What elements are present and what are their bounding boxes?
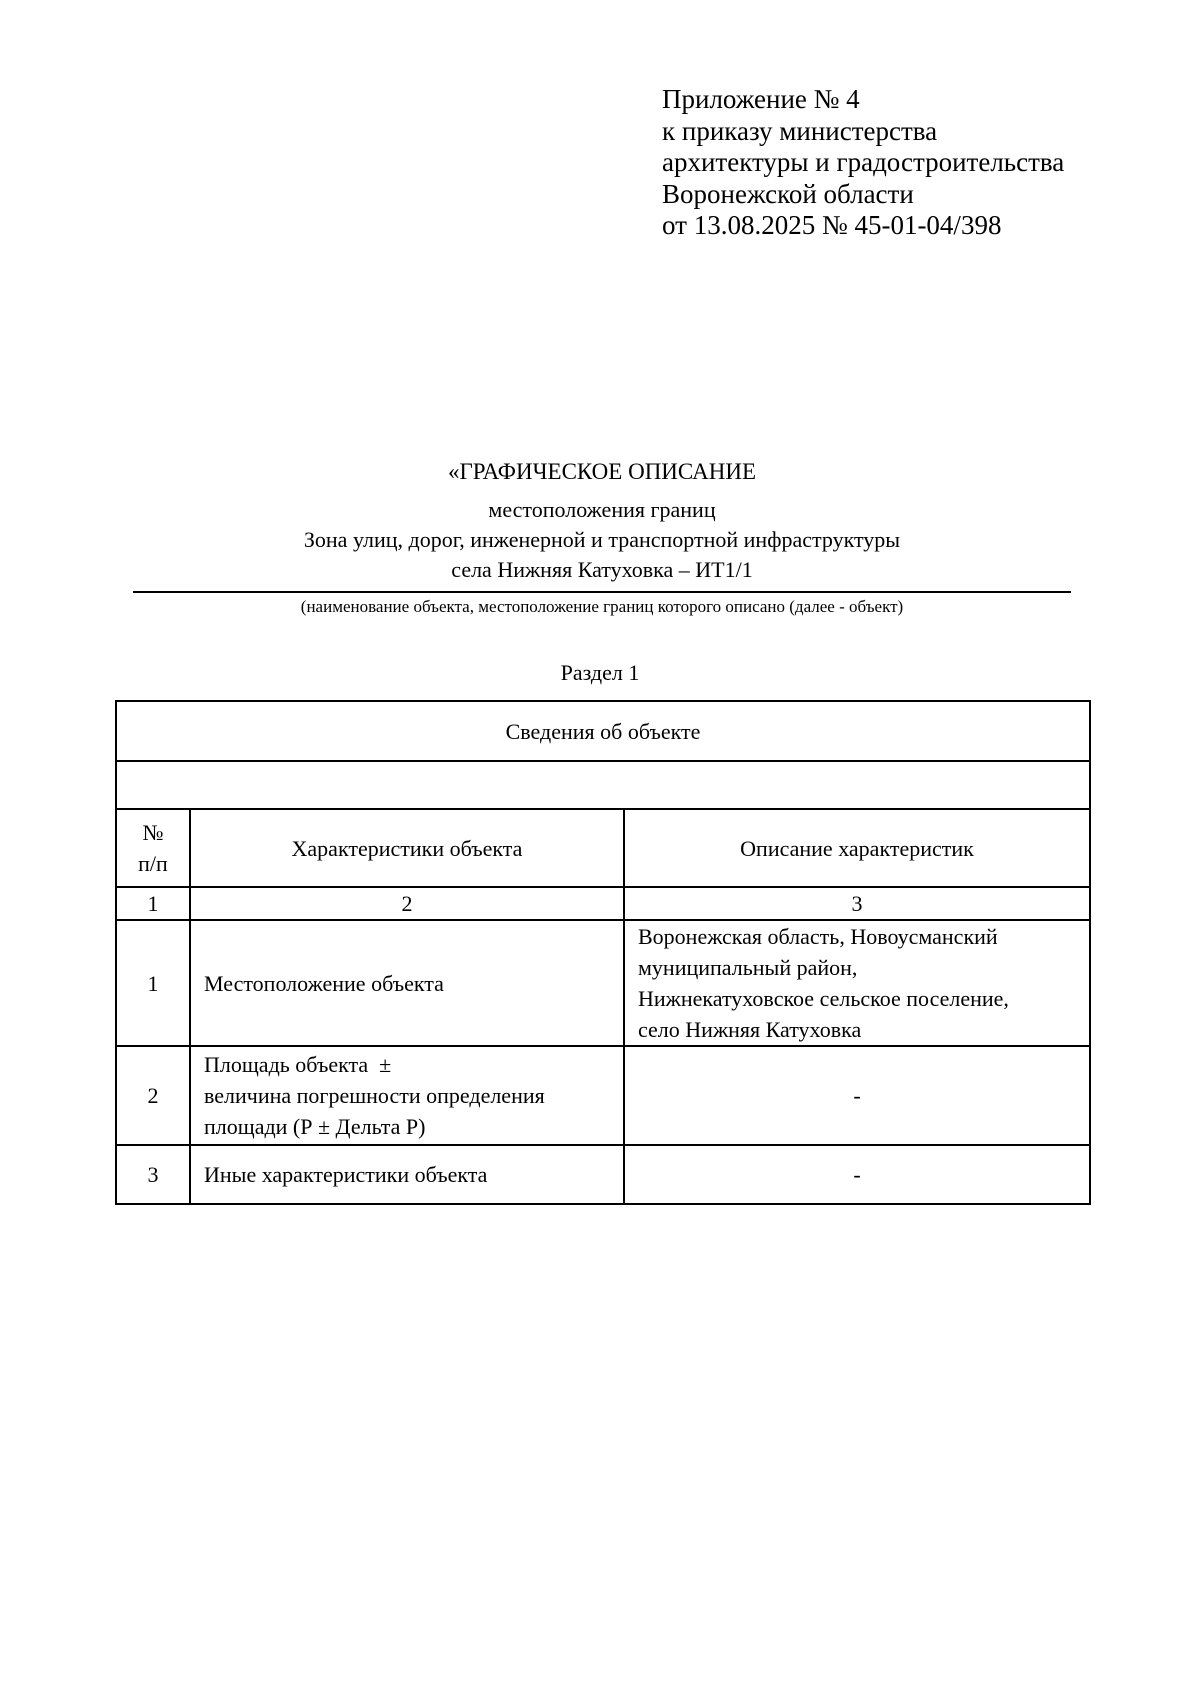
- row-description-line: Воронежская область, Новоусманский: [638, 924, 998, 949]
- row-number: 2: [116, 1046, 190, 1145]
- appendix-line: от 13.08.2025 № 45-01-04/398: [662, 210, 1002, 240]
- title-underline: [133, 591, 1071, 593]
- column-header-num-line: п/п: [138, 851, 168, 876]
- column-index: 2: [190, 887, 624, 920]
- appendix-block: [662, 84, 1064, 242]
- title-block: [133, 458, 1071, 617]
- row-description-line: Нижнекатуховское сельское поселение,: [638, 986, 1009, 1011]
- row-characteristic: [190, 1046, 624, 1145]
- row-description: [624, 920, 1090, 1046]
- table-heading-row: [116, 701, 1090, 761]
- appendix-line: к приказу министерства: [662, 115, 938, 146]
- row-description-line: село Нижняя Катуховка: [638, 1017, 862, 1042]
- column-index: 3: [624, 887, 1090, 920]
- appendix-line: архитектуры и градостроительства: [662, 147, 1065, 177]
- row-characteristic-line: Местоположение объекта: [204, 970, 444, 996]
- row-characteristic-line: Площадь объекта ±: [204, 1052, 392, 1077]
- table-row: [116, 1046, 1090, 1145]
- appendix-line: Приложение № 4: [662, 84, 860, 114]
- object-info-table: [115, 700, 1091, 1205]
- table-heading: Сведения об объекте: [116, 701, 1090, 761]
- row-number: 1: [116, 920, 190, 1046]
- document-title: «ГРАФИЧЕСКОЕ ОПИСАНИЕ: [447, 459, 756, 484]
- row-description-line: муниципальный район,: [638, 955, 858, 980]
- title-object-name: Зона улиц, дорог, инженерной и транспортной инфраструктуры: [303, 527, 901, 552]
- table-column-header-row: [116, 809, 1090, 887]
- column-header-num: [116, 809, 190, 887]
- title-object-location: села Нижняя Катуховка – ИТ1/1: [451, 557, 753, 582]
- row-characteristic-line: площади (Р ± Дельта Р): [204, 1114, 426, 1139]
- section-heading: Раздел 1: [560, 660, 640, 685]
- row-description: -: [624, 1145, 1090, 1204]
- title-caption: (наименование объекта, местоположение границ которого описано (далее - объект): [300, 597, 904, 616]
- column-header-description: Описание характеристик: [624, 809, 1090, 887]
- title-subline: местоположения границ: [488, 497, 716, 522]
- column-header-num-line: №: [142, 820, 164, 845]
- column-header-characteristics: Характеристики объекта: [190, 809, 624, 887]
- table-empty-cell: [116, 761, 1090, 809]
- row-number: 3: [116, 1145, 190, 1204]
- table-row: [116, 1145, 1090, 1204]
- row-characteristic: [190, 920, 624, 1046]
- column-index: 1: [116, 887, 190, 920]
- row-characteristic: Иные характеристики объекта: [190, 1145, 624, 1204]
- row-characteristic-line: величина погрешности определения: [204, 1083, 545, 1108]
- row-description: -: [624, 1046, 1090, 1145]
- table-empty-row: [116, 761, 1090, 809]
- table-column-index-row: [116, 887, 1090, 920]
- appendix-line: Воронежской области: [662, 178, 914, 209]
- table-row: [116, 920, 1090, 1046]
